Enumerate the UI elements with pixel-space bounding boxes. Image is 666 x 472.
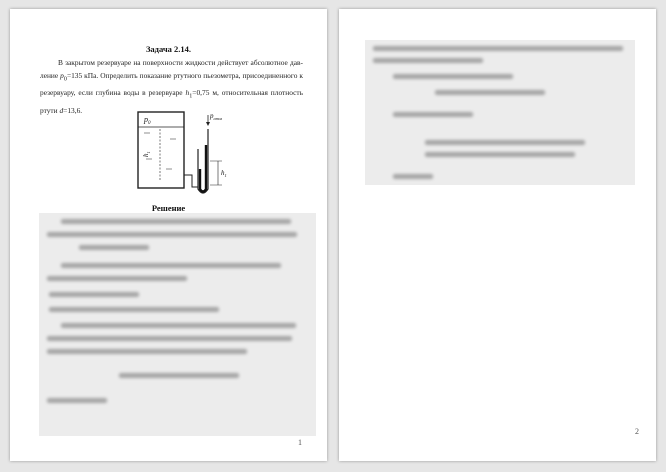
p0-symbol: p <box>60 71 64 80</box>
blurred-line <box>425 152 575 157</box>
blurred-line <box>61 219 291 224</box>
blurred-line <box>393 74 513 79</box>
reservoir-piezometer-diagram <box>130 109 250 201</box>
blurred-line <box>47 336 292 341</box>
patm-label: $p_{атм}$ <box>210 112 222 121</box>
blurred-line <box>47 349 247 354</box>
p0-label: $p_0$ <box>144 115 151 126</box>
problem-title: Задача 2.14. <box>145 44 192 54</box>
problem-text-part-2: =135 кПа. Определить показание ртутного пьезометра, присоединенного к резервуару, если глубина воды в резервуаре <box>40 71 303 98</box>
solution-heading: Решение <box>151 203 186 213</box>
blurred-line <box>47 232 297 237</box>
blurred-line <box>393 112 473 117</box>
d-symbol: d <box>59 105 64 115</box>
problem-text-part-4: =13,6. <box>63 105 83 115</box>
blurred-line <box>373 58 483 63</box>
p0-subscript: 0 <box>63 76 67 83</box>
problem-text-part-3: =0,75 м, относительная плотность ртути <box>40 88 303 115</box>
blurred-line <box>373 46 623 51</box>
blurred-line <box>435 90 545 95</box>
blurred-line <box>49 307 219 312</box>
blurred-line <box>119 373 239 378</box>
connecting-pipe <box>184 175 198 187</box>
problem-statement <box>40 56 303 117</box>
blurred-line <box>425 140 585 145</box>
blurred-solution-text-page2 <box>365 40 635 185</box>
document-page-2 <box>339 9 656 461</box>
page-number: 1 <box>298 438 302 447</box>
document-page-1 <box>10 9 327 461</box>
blurred-solution-text-page1 <box>39 213 316 436</box>
blurred-line <box>61 323 296 328</box>
problem-text-part-1: В закрытом резервуаре на поверхности жидкости действует абсолютное дав-ление <box>40 58 303 80</box>
h1-label: $h_1$ <box>142 151 151 157</box>
h1-subscript: 1 <box>189 93 193 100</box>
mercury-column <box>200 145 206 192</box>
page-number: 2 <box>635 427 639 436</box>
blurred-line <box>49 292 139 297</box>
blurred-line <box>47 276 187 281</box>
blurred-line <box>47 398 107 403</box>
blurred-line <box>79 245 149 250</box>
h1-symbol: h <box>185 88 190 98</box>
blurred-line <box>61 263 281 268</box>
h-label: $h_1$ <box>221 169 227 178</box>
blurred-line <box>393 174 433 179</box>
